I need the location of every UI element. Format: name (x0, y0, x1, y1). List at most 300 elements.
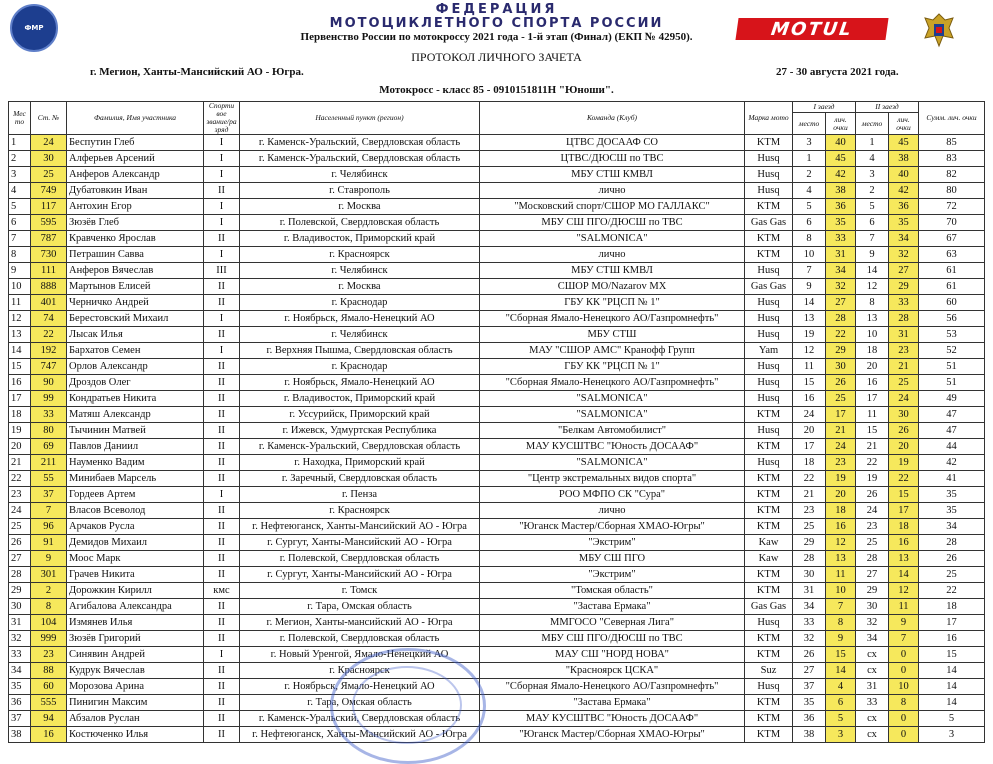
cell-place: 2 (9, 151, 31, 167)
cell-team: МБУ СШ ПГО (480, 551, 745, 567)
cell-make: Husq (745, 615, 793, 631)
table-row (9, 231, 985, 247)
cell-race2-place: 25 (856, 535, 889, 551)
cell-name: Кудрук Вячеслав (67, 663, 204, 679)
cell-race1-place: 4 (793, 183, 826, 199)
cell-total: 5 (919, 711, 985, 727)
cell-race1-points: 26 (826, 375, 856, 391)
cell-make: KTM (745, 439, 793, 455)
cell-number: 94 (31, 711, 67, 727)
cell-total: 44 (919, 439, 985, 455)
cell-total: 56 (919, 311, 985, 327)
cell-name: Беспутин Глеб (67, 135, 204, 151)
cell-race2-place: 32 (856, 615, 889, 631)
cell-race2-place: 24 (856, 503, 889, 519)
cell-race2-points: 8 (889, 695, 919, 711)
cell-race2-place: 6 (856, 215, 889, 231)
cell-total: 34 (919, 519, 985, 535)
cell-city: г. Тара, Омская область (240, 695, 480, 711)
cell-name: Бархатов Семен (67, 343, 204, 359)
cell-total: 52 (919, 343, 985, 359)
cell-city: г. Челябинск (240, 327, 480, 343)
cell-race2-place: 13 (856, 311, 889, 327)
cell-place: 20 (9, 439, 31, 455)
cell-number: 117 (31, 199, 67, 215)
cell-race1-place: 30 (793, 567, 826, 583)
cell-team: ММГОСО "Северная Лига" (480, 615, 745, 631)
cell-city: г. Томск (240, 583, 480, 599)
cell-place: 11 (9, 295, 31, 311)
cell-race1-place: 7 (793, 263, 826, 279)
table-row (9, 151, 985, 167)
cell-number: 22 (31, 327, 67, 343)
col-city: Населенный пункт (регион) (240, 102, 480, 135)
table-row (9, 599, 985, 615)
table-row (9, 583, 985, 599)
cell-make: KTM (745, 247, 793, 263)
cell-race1-points: 20 (826, 487, 856, 503)
cell-place: 28 (9, 567, 31, 583)
results-table (8, 101, 985, 743)
cell-race1-points: 38 (826, 183, 856, 199)
cell-race2-points: 35 (889, 215, 919, 231)
cell-total: 51 (919, 359, 985, 375)
cell-race2-points: 22 (889, 471, 919, 487)
table-row (9, 311, 985, 327)
cell-rank: II (204, 631, 240, 647)
cell-name: Анферов Вячеслав (67, 263, 204, 279)
table-row (9, 455, 985, 471)
table-row (9, 519, 985, 535)
cell-city: г. Ноябрьск, Ямало-Ненецкий АО (240, 311, 480, 327)
cell-race1-place: 33 (793, 615, 826, 631)
cell-race2-points: 15 (889, 487, 919, 503)
cell-number: 8 (31, 599, 67, 615)
cell-rank: II (204, 679, 240, 695)
cell-race1-points: 13 (826, 551, 856, 567)
cell-make: Husq (745, 295, 793, 311)
cell-name: Зюзёв Глеб (67, 215, 204, 231)
cell-name: Петрашин Савва (67, 247, 204, 263)
cell-name: Антохин Егор (67, 199, 204, 215)
cell-rank: II (204, 407, 240, 423)
cell-team: "Экстрим" (480, 567, 745, 583)
cell-make: Husq (745, 151, 793, 167)
table-row (9, 423, 985, 439)
cell-race2-place: 7 (856, 231, 889, 247)
cell-rank: II (204, 503, 240, 519)
cell-number: 74 (31, 311, 67, 327)
col-rank: Спорти вое звание/ра зряд (204, 102, 240, 135)
cell-city: г. Полевской, Свердловская область (240, 551, 480, 567)
cell-race2-points: 33 (889, 295, 919, 311)
cell-race1-place: 16 (793, 391, 826, 407)
cell-place: 8 (9, 247, 31, 263)
cell-race1-place: 35 (793, 695, 826, 711)
cell-place: 25 (9, 519, 31, 535)
cell-race1-place: 13 (793, 311, 826, 327)
cell-race2-points: 26 (889, 423, 919, 439)
col-race1-place: место (793, 113, 826, 135)
cell-race2-points: 30 (889, 407, 919, 423)
cell-race2-points: 40 (889, 167, 919, 183)
cell-race2-points: 10 (889, 679, 919, 695)
cell-race2-place: 10 (856, 327, 889, 343)
cell-total: 16 (919, 631, 985, 647)
cell-place: 30 (9, 599, 31, 615)
cell-race1-place: 25 (793, 519, 826, 535)
cell-team: "SALMONICA" (480, 391, 745, 407)
cell-city: г. Каменск-Уральский, Свердловская область (240, 711, 480, 727)
cell-number: 730 (31, 247, 67, 263)
cell-rank: II (204, 519, 240, 535)
cell-race2-points: 42 (889, 183, 919, 199)
cell-race2-place: 20 (856, 359, 889, 375)
cell-race2-points: 32 (889, 247, 919, 263)
cell-make: KTM (745, 199, 793, 215)
cell-race2-points: 19 (889, 455, 919, 471)
cell-number: 595 (31, 215, 67, 231)
cell-make: Gas Gas (745, 279, 793, 295)
cell-team: "SALMONICA" (480, 455, 745, 471)
cell-place: 5 (9, 199, 31, 215)
cell-total: 3 (919, 727, 985, 743)
cell-number: 99 (31, 391, 67, 407)
table-row (9, 375, 985, 391)
cell-race1-place: 20 (793, 423, 826, 439)
cell-rank: II (204, 695, 240, 711)
cell-total: 53 (919, 327, 985, 343)
table-row (9, 615, 985, 631)
cell-number: 90 (31, 375, 67, 391)
cell-make: KTM (745, 647, 793, 663)
cell-number: 401 (31, 295, 67, 311)
cell-team: "Застава Ермака" (480, 599, 745, 615)
cell-name: Пинигин Максим (67, 695, 204, 711)
cell-total: 28 (919, 535, 985, 551)
cell-race2-place: 23 (856, 519, 889, 535)
cell-place: 10 (9, 279, 31, 295)
cell-race2-points: 24 (889, 391, 919, 407)
cell-place: 17 (9, 391, 31, 407)
cell-rank: II (204, 567, 240, 583)
cell-name: Науменко Вадим (67, 455, 204, 471)
cell-number: 24 (31, 135, 67, 151)
cell-make: Yam (745, 343, 793, 359)
cell-make: Husq (745, 391, 793, 407)
cell-number: 60 (31, 679, 67, 695)
cell-city: г. Находка, Приморский край (240, 455, 480, 471)
table-row (9, 183, 985, 199)
cell-number: 2 (31, 583, 67, 599)
cell-make: Husq (745, 311, 793, 327)
table-row (9, 647, 985, 663)
cell-rank: II (204, 599, 240, 615)
cell-total: 47 (919, 407, 985, 423)
cell-race1-points: 42 (826, 167, 856, 183)
cell-race1-place: 34 (793, 599, 826, 615)
cell-city: г. Сургут, Ханты-Мансийский АО - Югра (240, 535, 480, 551)
cell-make: Kaw (745, 551, 793, 567)
cell-place: 19 (9, 423, 31, 439)
cell-team: лично (480, 183, 745, 199)
cell-race2-points: 17 (889, 503, 919, 519)
cell-place: 12 (9, 311, 31, 327)
col-race2: II заезд (856, 102, 919, 113)
col-race2-points: лич. очки (889, 113, 919, 135)
table-row (9, 247, 985, 263)
cell-race2-place: сх (856, 663, 889, 679)
table-row (9, 439, 985, 455)
cell-team: "Экстрим" (480, 535, 745, 551)
cell-city: г. Уссурийск, Приморский край (240, 407, 480, 423)
cell-make: KTM (745, 407, 793, 423)
cell-race1-points: 36 (826, 199, 856, 215)
cell-total: 14 (919, 663, 985, 679)
cell-team: МАУ КУСШТВС "Юность ДОСААФ" (480, 711, 745, 727)
cell-race2-points: 0 (889, 663, 919, 679)
cell-race2-points: 27 (889, 263, 919, 279)
cell-make: KTM (745, 519, 793, 535)
col-race1-points: лич. очки (826, 113, 856, 135)
cell-total: 17 (919, 615, 985, 631)
cell-make: Husq (745, 679, 793, 695)
cell-team: ГБУ КК "РЦСП № 1" (480, 295, 745, 311)
cell-place: 15 (9, 359, 31, 375)
cell-city: г. Нефтеюганск, Ханты-Мансийский АО - Югра (240, 519, 480, 535)
cell-race1-points: 12 (826, 535, 856, 551)
cell-race2-place: 21 (856, 439, 889, 455)
cell-number: 55 (31, 471, 67, 487)
cell-name: Морозова Арина (67, 679, 204, 695)
cell-make: KTM (745, 631, 793, 647)
cell-total: 14 (919, 679, 985, 695)
cell-rank: II (204, 391, 240, 407)
cell-rank: II (204, 711, 240, 727)
cell-name: Минибаев Марсель (67, 471, 204, 487)
cell-rank: I (204, 151, 240, 167)
logo-text: ФМР (24, 24, 44, 32)
col-total: Сумм. лич. очки (919, 102, 985, 135)
cell-total: 15 (919, 647, 985, 663)
table-row (9, 503, 985, 519)
cell-city: г. Владивосток, Приморский край (240, 391, 480, 407)
cell-race2-points: 0 (889, 647, 919, 663)
cell-team: ЦТВС ДОСААФ СО (480, 135, 745, 151)
cell-race2-points: 11 (889, 599, 919, 615)
cell-name: Дорожкин Кирилл (67, 583, 204, 599)
cell-total: 67 (919, 231, 985, 247)
cell-name: Алферьев Арсений (67, 151, 204, 167)
cell-city: г. Ноябрьск, Ямало-Ненецкий АО (240, 679, 480, 695)
cell-race2-points: 20 (889, 439, 919, 455)
cell-name: Кондратьев Никита (67, 391, 204, 407)
cell-make: Gas Gas (745, 215, 793, 231)
cell-rank: I (204, 199, 240, 215)
cell-race2-place: 34 (856, 631, 889, 647)
cell-rank: II (204, 551, 240, 567)
table-row (9, 679, 985, 695)
cell-race1-points: 25 (826, 391, 856, 407)
federation-title-line1: ФЕДЕРАЦИЯ (435, 2, 558, 17)
cell-make: Kaw (745, 535, 793, 551)
cell-number: 192 (31, 343, 67, 359)
cell-place: 13 (9, 327, 31, 343)
cell-city: г. Сургут, Ханты-Мансийский АО - Югра (240, 567, 480, 583)
cell-name: Анферов Александр (67, 167, 204, 183)
cell-race2-place: 2 (856, 183, 889, 199)
cell-name: Демидов Михаил (67, 535, 204, 551)
cell-total: 72 (919, 199, 985, 215)
cell-race1-points: 23 (826, 455, 856, 471)
cell-name: Абзалов Руслан (67, 711, 204, 727)
col-team: Команда (Клуб) (480, 102, 745, 135)
cell-total: 22 (919, 583, 985, 599)
motul-logo (735, 18, 888, 40)
cell-rank: I (204, 343, 240, 359)
cell-total: 41 (919, 471, 985, 487)
cell-race2-place: 31 (856, 679, 889, 695)
cell-race1-place: 38 (793, 727, 826, 743)
cell-make: KTM (745, 711, 793, 727)
cell-team: "Сборная Ямало-Ненецкого АО/Газпромнефть" (480, 679, 745, 695)
table-row (9, 343, 985, 359)
cell-race1-points: 40 (826, 135, 856, 151)
table-row (9, 471, 985, 487)
cell-race1-place: 3 (793, 135, 826, 151)
cell-race1-place: 27 (793, 663, 826, 679)
col-race2-place: место (856, 113, 889, 135)
cell-team: РОО МФПО СК "Сура" (480, 487, 745, 503)
table-row (9, 295, 985, 311)
cell-race2-place: 16 (856, 375, 889, 391)
cell-place: 26 (9, 535, 31, 551)
cell-race1-place: 19 (793, 327, 826, 343)
table-row (9, 215, 985, 231)
table-row (9, 279, 985, 295)
cell-race2-place: 18 (856, 343, 889, 359)
cell-team: "SALMONICA" (480, 231, 745, 247)
cell-city: г. Челябинск (240, 167, 480, 183)
cell-team: "Центр экстремальных видов спорта" (480, 471, 745, 487)
cell-city: г. Полевской, Свердловская область (240, 631, 480, 647)
cell-race1-place: 2 (793, 167, 826, 183)
cell-race2-place: 4 (856, 151, 889, 167)
cell-make: Husq (745, 359, 793, 375)
cell-number: 211 (31, 455, 67, 471)
cell-total: 61 (919, 263, 985, 279)
cell-race1-points: 34 (826, 263, 856, 279)
cell-race2-place: 1 (856, 135, 889, 151)
cell-race2-place: 3 (856, 167, 889, 183)
cell-name: Власов Всеволод (67, 503, 204, 519)
cell-total: 42 (919, 455, 985, 471)
cell-name: Дубатовкин Иван (67, 183, 204, 199)
table-row (9, 567, 985, 583)
table-row (9, 711, 985, 727)
cell-race2-place: 27 (856, 567, 889, 583)
cell-race2-place: сх (856, 727, 889, 743)
cell-rank: II (204, 423, 240, 439)
cell-rank: I (204, 647, 240, 663)
cell-race2-place: сх (856, 711, 889, 727)
cell-race2-place: сх (856, 647, 889, 663)
cell-place: 35 (9, 679, 31, 695)
cell-city: г. Заречный, Свердловская область (240, 471, 480, 487)
cell-place: 24 (9, 503, 31, 519)
cell-rank: II (204, 375, 240, 391)
cell-race1-place: 31 (793, 583, 826, 599)
cell-race2-points: 14 (889, 567, 919, 583)
cell-make: KTM (745, 583, 793, 599)
cell-race1-points: 9 (826, 631, 856, 647)
col-number: Ст. № (31, 102, 67, 135)
cell-race1-points: 8 (826, 615, 856, 631)
table-body (9, 135, 985, 743)
cell-city: г. Каменск-Уральский, Свердловская область (240, 439, 480, 455)
cell-name: Дроздов Олег (67, 375, 204, 391)
cell-name: Матяш Александр (67, 407, 204, 423)
cell-race1-place: 5 (793, 199, 826, 215)
cell-number: 555 (31, 695, 67, 711)
table-row (9, 359, 985, 375)
cell-name: Грачев Никита (67, 567, 204, 583)
cell-race1-points: 15 (826, 647, 856, 663)
cell-name: Лысак Илья (67, 327, 204, 343)
cell-race1-place: 22 (793, 471, 826, 487)
cell-team: "Красноярск ЦСКА" (480, 663, 745, 679)
table-row (9, 167, 985, 183)
cell-team: "Томская область" (480, 583, 745, 599)
cell-total: 35 (919, 503, 985, 519)
cell-race1-points: 28 (826, 311, 856, 327)
table-row (9, 487, 985, 503)
cell-race1-points: 22 (826, 327, 856, 343)
cell-team: "Сборная Ямало-Ненецкого АО/Газпромнефть" (480, 311, 745, 327)
table-row (9, 663, 985, 679)
cell-make: KTM (745, 567, 793, 583)
cell-rank: кмс (204, 583, 240, 599)
cell-race2-points: 38 (889, 151, 919, 167)
cell-name: Зюзёв Григорий (67, 631, 204, 647)
cell-place: 38 (9, 727, 31, 743)
cell-total: 82 (919, 167, 985, 183)
cell-make: Husq (745, 183, 793, 199)
cell-race2-points: 12 (889, 583, 919, 599)
cell-rank: II (204, 183, 240, 199)
cell-race2-points: 13 (889, 551, 919, 567)
cell-rank: I (204, 215, 240, 231)
cell-name: Тычинин Матвей (67, 423, 204, 439)
col-name: Фамилия, Имя участника (67, 102, 204, 135)
cell-name: Черничко Андрей (67, 295, 204, 311)
cell-place: 33 (9, 647, 31, 663)
cell-number: 301 (31, 567, 67, 583)
cell-race2-place: 26 (856, 487, 889, 503)
cell-team: ГБУ КК "РЦСП № 1" (480, 359, 745, 375)
cell-team: "Московский спорт/СШОР МО ГАЛЛАКС" (480, 199, 745, 215)
cell-team: "SALMONICA" (480, 407, 745, 423)
cell-race1-place: 37 (793, 679, 826, 695)
cell-number: 80 (31, 423, 67, 439)
cell-race2-place: 33 (856, 695, 889, 711)
cell-total: 49 (919, 391, 985, 407)
cell-place: 16 (9, 375, 31, 391)
cell-rank: II (204, 279, 240, 295)
cell-race1-place: 15 (793, 375, 826, 391)
cell-city: г. Пенза (240, 487, 480, 503)
cell-place: 34 (9, 663, 31, 679)
